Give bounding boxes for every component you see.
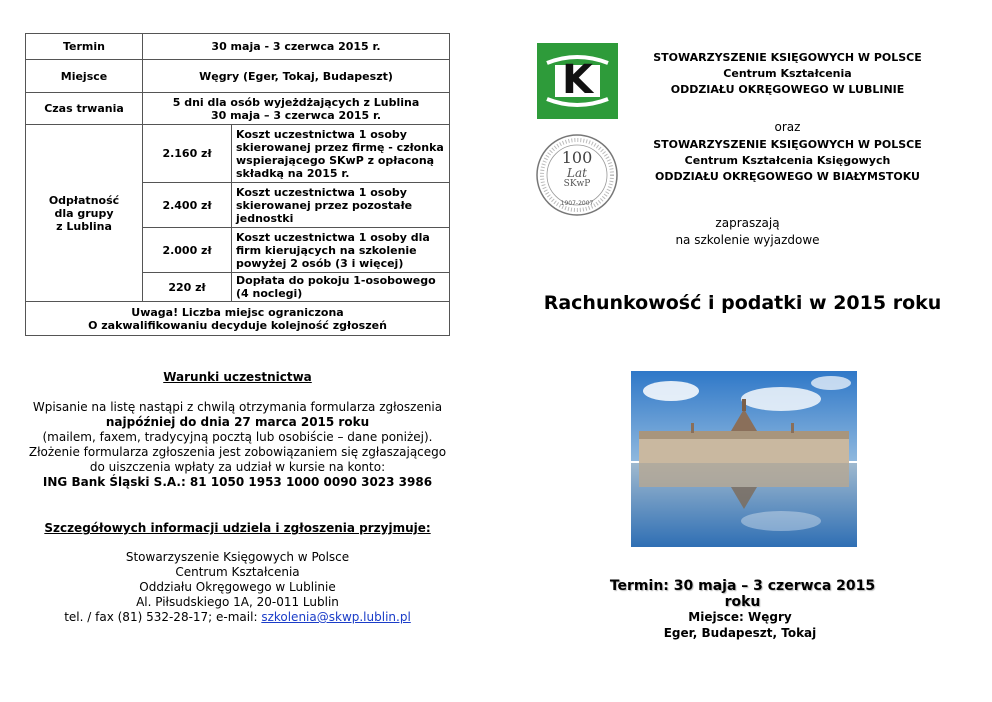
org1-line2: Centrum Kształcenia [723, 67, 852, 80]
invite-text [640, 215, 855, 249]
termin-value: 30 maja - 3 czerwca 2015 r. [143, 34, 450, 60]
warunki-line1: Wpisanie na listę nastąpi z chwilą otrzymania formularza zgłoszenia [32, 400, 443, 414]
odplatnosc-line3: z Lublina [56, 219, 112, 233]
info-table [25, 33, 450, 336]
miejsce-label: Miejsce [26, 60, 143, 93]
price-amount: 2.400 zł [143, 183, 232, 228]
parliament-image [631, 371, 857, 547]
czas-line2: 30 maja – 3 czerwca 2015 r. [210, 108, 382, 122]
price-desc: Dopłata do pokoju 1-osobowego (4 noclegi) [232, 273, 450, 302]
termin-label: Termin [26, 34, 143, 60]
skwp-logo [537, 43, 618, 119]
parliament-photo [631, 371, 857, 547]
uwaga-line1: Uwaga! Liczba miejsc ograniczona [131, 305, 344, 319]
kontakt-line2: Centrum Kształcenia [175, 565, 300, 579]
czas-line1: 5 dni dla osób wyjeżdżających z Lublina [172, 95, 420, 109]
invite-line1: zapraszają [715, 216, 780, 230]
org2-line2: Centrum Kształcenia Księgowych [684, 154, 891, 167]
uwaga-note [26, 302, 450, 336]
main-title: Rachunkowość i podatki w 2015 roku [543, 292, 942, 314]
warunki-line5: do uiszczenia wpłaty za udział w kursie na konto: [89, 460, 386, 474]
bottom-miejsce-line2: Eger, Budapeszt, Tokaj [663, 626, 817, 640]
seal-100-lat [535, 133, 619, 217]
oraz-text: oraz [774, 120, 801, 134]
kontakt-section [25, 521, 450, 625]
seal-text: Lat [567, 166, 587, 180]
czas-value [143, 93, 450, 125]
warunki-section [25, 370, 450, 490]
price-desc: Koszt uczestnictwa 1 osoby skierowanej przez pozostałe jednostki [232, 183, 450, 228]
odplatnosc-label [26, 125, 143, 302]
email-link[interactable]: szkolenia@skwp.lublin.pl [261, 610, 411, 624]
czas-label: Czas trwania [26, 93, 143, 125]
warunki-title: Warunki uczestnictwa [163, 370, 312, 384]
org2-line1: STOWARZYSZENIE KSIĘGOWYCH W POLSCE [653, 138, 922, 151]
uwaga-line2: O zakwalifikowaniu decyduje kolejność zgłoszeń [88, 318, 387, 332]
price-amount: 2.000 zł [143, 228, 232, 273]
invite-line2: na szkolenie wyjazdowe [675, 233, 820, 247]
org-bialystok [640, 137, 935, 185]
warunki-line4: Złożenie formularza zgłoszenia jest zobowiązaniem się zgłaszającego [28, 445, 447, 459]
kontakt-line1: Stowarzyszenie Księgowych w Polsce [125, 550, 350, 564]
kontakt-phone [25, 610, 450, 625]
kontakt-title: Szczegółowych informacji udziela i zgłoszenia przyjmuje: [44, 521, 431, 535]
odplatnosc-line2: dla grupy [54, 206, 114, 220]
bottom-miejsce-line1: Miejsce: Węgry [688, 610, 792, 624]
org2-line3: ODDZIAŁU OKRĘGOWEGO W BIAŁYMSTOKU [655, 170, 920, 183]
bottom-miejsce [640, 609, 840, 641]
price-desc: Koszt uczestnictwa 1 osoby dla firm kierujących na szkolenie powyżej 2 osób (3 i więcej) [232, 228, 450, 273]
price-desc: Koszt uczestnictwa 1 osoby skierowanej przez firmę - członka wspierającego SKwP z opłaconą składką na 2015 r. [232, 125, 450, 183]
seal-abbr: SKwP [563, 179, 591, 189]
org-lublin [640, 50, 935, 98]
warunki-deadline: najpóźniej do dnia 27 marca 2015 roku [105, 415, 370, 429]
kontakt-line3: Oddziału Okręgowego w Lublinie [139, 580, 336, 594]
price-amount: 220 zł [143, 273, 232, 302]
logo-letter: K [562, 57, 593, 103]
warunki-line3: (mailem, faxem, tradycyjną pocztą lub osobiście – dane poniżej). [42, 430, 433, 444]
phone-text: tel. / fax (81) 532-28-17; e-mail: [64, 610, 262, 624]
bottom-termin: Termin: 30 maja – 3 czerwca 2015 roku [609, 578, 876, 610]
bank-account: ING Bank Śląski S.A.: 81 1050 1953 1000 0090 3023 3986 [42, 475, 433, 489]
seal-years: 1907-2007 [560, 200, 594, 207]
price-amount: 2.160 zł [143, 125, 232, 183]
odplatnosc-line1: Odpłatność [48, 193, 120, 207]
kontakt-address: Al. Piłsudskiego 1A, 20-011 Lublin [136, 595, 339, 609]
org1-line1: STOWARZYSZENIE KSIĘGOWYCH W POLSCE [653, 51, 922, 64]
org1-line3: ODDZIAŁU OKRĘGOWEGO W LUBLINIE [670, 83, 905, 96]
seal-number: 100 [561, 148, 593, 167]
miejsce-value: Węgry (Eger, Tokaj, Budapeszt) [143, 60, 450, 93]
